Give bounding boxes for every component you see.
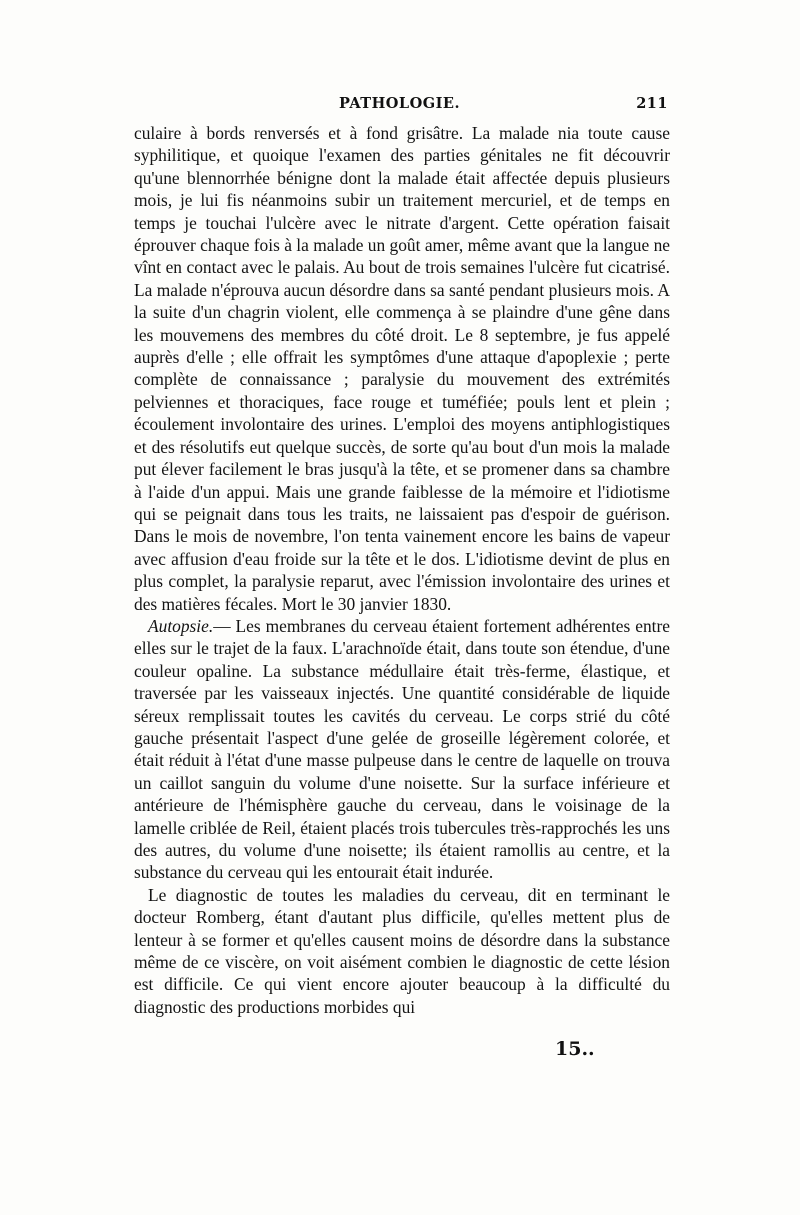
autopsy-heading: Autopsie.: [148, 615, 214, 636]
page-header: [134, 95, 670, 119]
signature-mark: 15..: [555, 1038, 595, 1060]
paragraph-case-history: culaire à bords renversés et à fond grisâtre. La malade nia toute cause syphilitique, et quoique l'examen des parties génitales ne fit découvrir qu'une blennorrhée bénigne dont la malade était affectée depuis plusieurs mois, je lui fis néanmoins subir un traitement mercuriel, et de temps en temps je touchai l'ulcère avec le nitrate d'argent. Cette opération faisait éprouver chaque fois à la malade un goût amer, même avant que la langue ne vînt en contact avec le palais. Au bout de trois semaines l'ulcère fut cicatrisé. La malade n'éprouva aucun désordre dans sa santé pendant plusieurs mois. A la suite d'un chagrin violent, elle commença à se plaindre d'une gêne dans les mouvemens des membres du côté droit. Le 8 septembre, je fus appelé auprès d'elle ; elle offrait les symptômes d'une attaque d'apoplexie ; perte complète de connaissance ; paralysie du mouvement des extrémités pelviennes et thoraciques, face rouge et tuméfiée; pouls lent et plein ; écoulement involontaire des urines. L'emploi des moyens antiphlogistiques et des résolutifs eut quelque succès, de sorte qu'au bout d'un mois la malade put élever facilement le bras jusqu'à la tête, et se promener dans sa chambre à l'aide d'un appui. Mais une grande faiblesse de la mémoire et l'idiotisme qui se peignait dans tous les traits, ne laissaient pas d'espoir de guérison. Dans le mois de novembre, l'on tenta vainement encore les bains de vapeur avec affusion d'eau froide sur la tête et le dos. L'idiotisme devint de plus en plus complet, la paralysie reparut, avec l'émission involontaire des urines et des matières fécales. Mort le 30 janvier 1830.: [134, 123, 670, 614]
autopsy-text: — Les membranes du cerveau étaient fortement adhérentes entre elles sur le trajet de la faux. L'arachnoïde était, dans toute son étendue, d'une couleur opaline. La substance médullaire était très-ferme, élastique, et traversée par les vaisseaux injectés. Une quantité considérable de liquide séreux remplissait toutes les cavités du cerveau. Le corps strié du côté gauche présentait l'aspect d'une gelée de groseille légèrement colorée, et était réduit à l'état d'une masse pulpeuse dans le centre de laquelle on trouva un caillot sanguin du volume d'une noisette. Sur la surface inférieure et antérieure de l'hémisphère gauche du cerveau, dans le voisinage de la lamelle criblée de Reil, étaient placés trois tubercules très-rapprochés les uns des autres, du volume d'une noisette; ils étaient ramollis au centre, et la substance du cerveau qui les entourait était indurée.: [134, 615, 670, 883]
running-head: PATHOLOGIE.: [339, 95, 461, 112]
paragraph-autopsy: [134, 615, 670, 884]
page-number: 211: [636, 95, 668, 112]
body-text: [134, 122, 670, 1018]
paragraph-diagnosis: Le diagnostic de toutes les maladies du cerveau, dit en terminant le docteur Romberg, étant d'autant plus difficile, qu'elles mettent plus de lenteur à se former et qu'elles causent moins de désordre dans la substance même de ce viscère, on voit aisément combien le diagnostic de cette lésion est difficile. Ce qui vient encore ajouter beaucoup à la difficulté du diagnostic des productions morbides qui: [134, 884, 670, 1017]
